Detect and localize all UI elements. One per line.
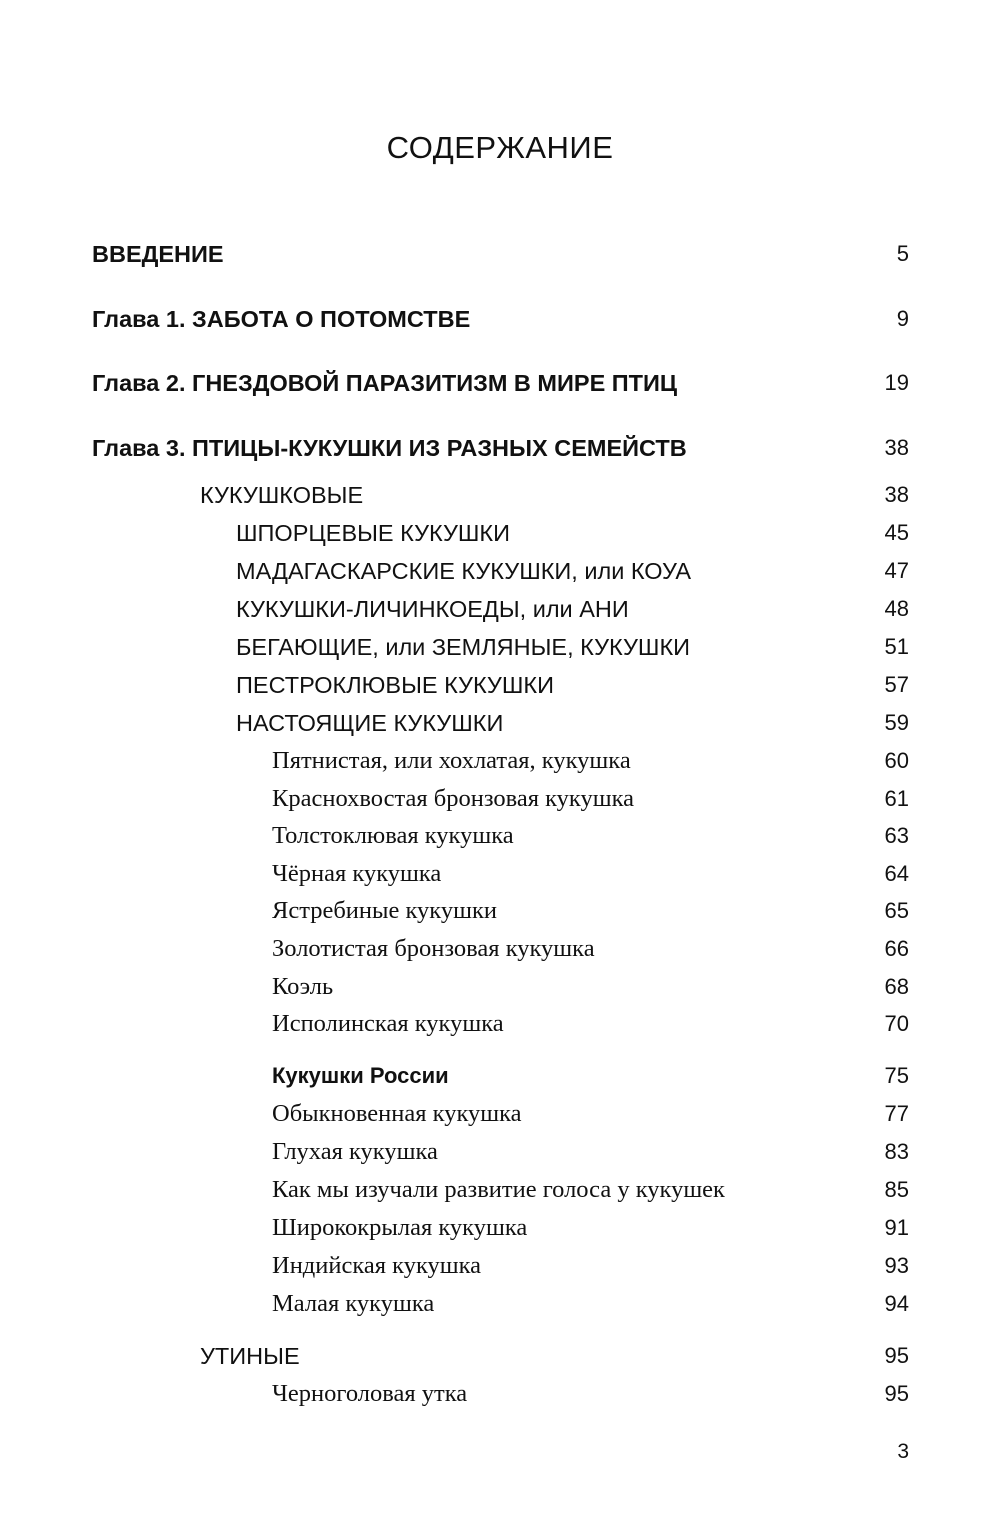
toc-entry-page: 65 <box>884 898 909 923</box>
toc-entry-chapter-2 <box>0 365 1000 401</box>
toc-entry-label: Глава 2. ГНЕЗДОВОЙ ПАРАЗИТИЗМ В МИРЕ ПТИЦ <box>92 370 678 396</box>
toc-entry-page: 51 <box>884 634 909 659</box>
toc-entry-label: Пятнистая, или хохлатая, кукушка <box>272 747 631 774</box>
toc-entry-page: 59 <box>884 710 909 735</box>
toc-entry-label: Индийская кукушка <box>272 1252 482 1279</box>
toc-entry-label: Глухая кукушка <box>272 1138 438 1165</box>
toc-entry-species <box>0 1134 1000 1170</box>
toc-entry-species <box>0 743 1000 779</box>
toc-entry-page: 64 <box>884 861 909 886</box>
toc-entry-subsection <box>0 667 1000 703</box>
toc-entry-label: Чёрная кукушка <box>272 860 442 887</box>
toc-entry-label: Глава 3. ПТИЦЫ-КУКУШКИ ИЗ РАЗНЫХ СЕМЕЙСТВ <box>92 435 687 461</box>
toc-entry-page: 48 <box>884 596 909 621</box>
toc-entry-label: УТИНЫЕ <box>200 1343 300 1369</box>
toc-entry-species <box>0 1376 1000 1412</box>
toc-entry-page: 9 <box>896 306 909 331</box>
toc-entry-label: КУКУШКИ-ЛИЧИНКОЕДЫ, или АНИ <box>236 596 629 622</box>
toc-entry-label: ПЕСТРОКЛЮВЫЕ КУКУШКИ <box>236 672 554 698</box>
toc-entry-species <box>0 818 1000 854</box>
toc-entry-page: 75 <box>884 1063 909 1088</box>
toc-entry-introduction <box>0 236 1000 272</box>
toc-entry-page: 85 <box>884 1177 909 1202</box>
toc-entry-page: 57 <box>884 672 909 697</box>
toc-entry-label: Малая кукушка <box>272 1290 435 1317</box>
toc-entry-page: 94 <box>884 1291 909 1316</box>
toc-entry-species <box>0 856 1000 892</box>
toc-entry-species <box>0 1096 1000 1132</box>
toc-entry-label: Как мы изучали развитие голоса у кукушек <box>272 1176 725 1203</box>
toc-entry-label: БЕГАЮЩИЕ, или ЗЕМЛЯНЫЕ, КУКУШКИ <box>236 634 691 660</box>
toc-entry-label: Кукушки России <box>272 1063 449 1088</box>
toc-entry-label: Исполинская кукушка <box>272 1010 504 1037</box>
toc-entry-chapter-1 <box>0 301 1000 337</box>
page-number: 3 <box>897 1440 909 1463</box>
toc-entry-label: Глава 1. ЗАБОТА О ПОТОМСТВЕ <box>92 306 471 332</box>
toc-entry-label: Черноголовая утка <box>272 1380 468 1407</box>
toc-entry-page: 38 <box>884 482 909 507</box>
toc-entry-subsection <box>0 705 1000 741</box>
toc-entry-section <box>0 1338 1000 1374</box>
toc-entry-group <box>0 1058 1000 1094</box>
toc-entry-label: Ширококрылая кукушка <box>272 1214 528 1241</box>
toc-entry-page: 60 <box>884 748 909 773</box>
toc-entry-label: Обыкновенная кукушка <box>272 1100 522 1127</box>
toc-entry-subsection <box>0 591 1000 627</box>
toc-entry-page: 70 <box>884 1011 909 1036</box>
toc-entry-page: 5 <box>896 241 909 266</box>
toc-entry-section <box>0 477 1000 513</box>
toc-entry-page: 66 <box>884 936 909 961</box>
toc-entry-subsection <box>0 553 1000 589</box>
toc-entry-label: МАДАГАСКАРСКИЕ КУКУШКИ, или КОУА <box>236 558 692 584</box>
toc-entry-page: 93 <box>884 1253 909 1278</box>
toc-entry-subsection <box>0 629 1000 665</box>
toc-entry-species <box>0 1286 1000 1322</box>
toc-entry-label: ВВЕДЕНИЕ <box>92 241 224 267</box>
toc-entry-page: 61 <box>884 786 909 811</box>
toc-entry-page: 19 <box>884 370 909 395</box>
toc-entry-subsection <box>0 515 1000 551</box>
toc-entry-label: ШПОРЦЕВЫЕ КУКУШКИ <box>236 520 511 546</box>
toc-entry-species <box>0 1248 1000 1284</box>
toc-entry-label: Краснохвостая бронзовая кукушка <box>272 785 635 812</box>
toc-entry-species <box>0 1210 1000 1246</box>
toc-entry-page: 83 <box>884 1139 909 1164</box>
toc-entry-label: Коэль <box>272 973 334 1000</box>
toc-entry-page: 38 <box>884 435 909 460</box>
toc-entry-label: Ястребиные кукушки <box>272 897 497 924</box>
toc-entry-species <box>0 1172 1000 1208</box>
toc-entry-chapter-3 <box>0 430 1000 466</box>
toc-entry-label: Толстоклювая кукушка <box>272 822 514 849</box>
toc-entry-species <box>0 893 1000 929</box>
toc-entry-page: 68 <box>884 974 909 999</box>
toc-entry-page: 47 <box>884 558 909 583</box>
toc-entry-page: 77 <box>884 1101 909 1126</box>
toc-entry-label: НАСТОЯЩИЕ КУКУШКИ <box>236 710 504 736</box>
toc-entry-species <box>0 781 1000 817</box>
toc-entry-page: 91 <box>884 1215 909 1240</box>
toc-entry-page: 95 <box>884 1381 909 1406</box>
toc-entry-label: Золотистая бронзовая кукушка <box>272 935 595 962</box>
toc-entry-page: 45 <box>884 520 909 545</box>
toc-entry-species <box>0 969 1000 1005</box>
toc-entry-species <box>0 931 1000 967</box>
toc-entry-page: 95 <box>884 1343 909 1368</box>
toc-entry-page: 63 <box>884 823 909 848</box>
toc-entry-species <box>0 1006 1000 1042</box>
page-title: СОДЕРЖАНИЕ <box>386 130 614 165</box>
toc-entry-label: КУКУШКОВЫЕ <box>200 482 364 508</box>
